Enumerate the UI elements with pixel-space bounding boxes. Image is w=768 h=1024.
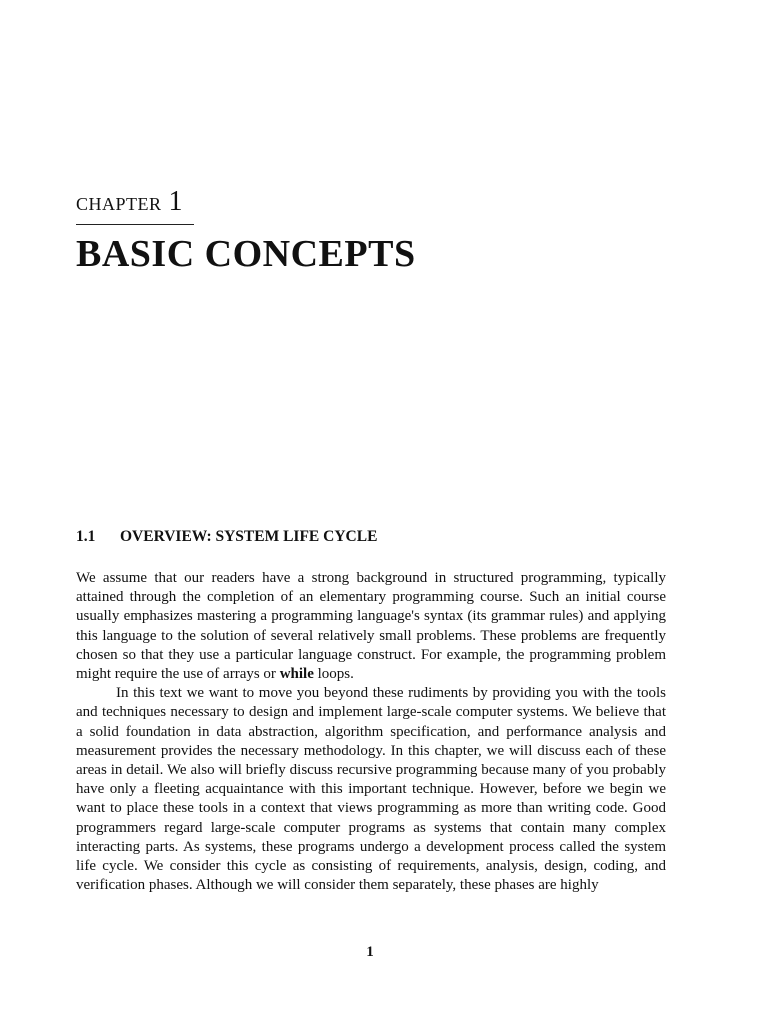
paragraph-2: In this text we want to move you beyond these rudiments by providing you with the tools and techniques necessary to design and implement large-scale computer systems. We believe that a solid foundation in data abstraction, algorithm specification, and performance analysis and measurement provides the necessary methodology. In this chapter, we will discuss each of these areas in detail. We also will briefly discuss recursive programming because many of you probably have only a fleeting acquaintance with this important technique. However, before we begin we want to place these tools in a context that views programming as more than writing code. Good programmers regard large-scale computer programs as systems that contain many complex interacting parts. As systems, these programs undergo a development process called the system life cycle. We consider this cycle as consisting of requirements, analysis, design, coding, and verification phases. Although we will consider them separately, these phases are highly: [76, 685, 666, 894]
chapter-word: CHAPTER: [76, 194, 162, 214]
section-title: OVERVIEW: SYSTEM LIFE CYCLE: [120, 528, 378, 545]
chapter-number: 1: [168, 186, 184, 217]
keyword-while: while: [279, 666, 314, 683]
body-text: [76, 569, 666, 895]
chapter-title: BASIC CONCEPTS: [76, 233, 416, 275]
section-heading: [76, 528, 377, 546]
paragraph-1-end: loops.: [313, 666, 354, 683]
page-number: 1: [366, 944, 374, 960]
paragraph-1: [76, 569, 666, 684]
paragraph-1-text: We assume that our readers have a strong background in structured programming, typically attained through the completion of an elementary programming course. Such an initial course usually emphasizes mastering a programming language's syntax (its grammar rules) and applying this language to the solution of several relatively small problems. These problems are frequently chosen so that they use a particular language construct. For example, the programming problem might require the use of arrays or: [76, 570, 666, 683]
chapter-label: [76, 186, 183, 218]
chapter-divider: [76, 224, 194, 225]
section-number: 1.1: [76, 528, 96, 545]
